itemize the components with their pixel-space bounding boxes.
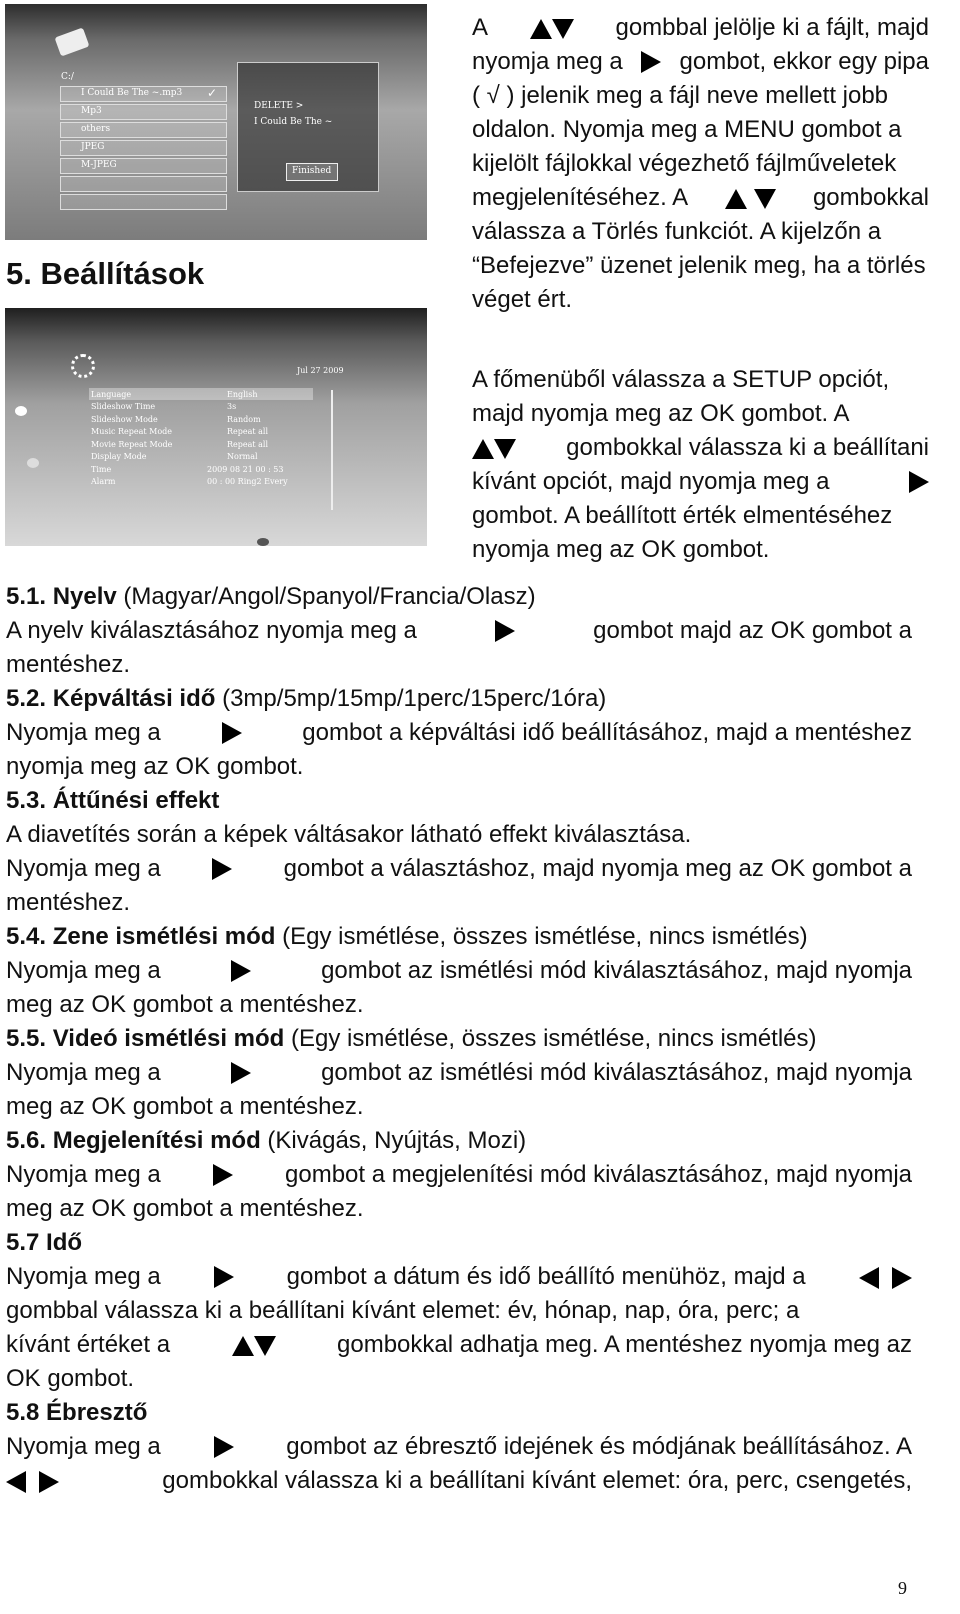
left-arrow-icon	[859, 1267, 879, 1289]
section-5-4-heading: 5.4. Zene ismétlési mód (Egy ismétlése, összes ismétlése, nincs ismétlés)	[6, 923, 808, 950]
file-row-empty	[60, 194, 227, 210]
setup-screenshot	[5, 308, 427, 546]
file-row: JPEG	[60, 140, 227, 156]
right-arrow-icon	[214, 1266, 234, 1288]
right-arrow-icon	[231, 1062, 251, 1084]
section-title: 5. Beállítások	[6, 256, 205, 291]
right-arrow-icon	[39, 1471, 59, 1493]
checkmark-icon: ✓	[207, 86, 218, 100]
section-5-5-heading: 5.5. Videó ismétlési mód (Egy ismétlése, összes ismétlése, nincs ismétlés)	[6, 1025, 817, 1052]
right-arrow-icon	[213, 1164, 233, 1186]
setup-instructions: A főmenüből válassza a SETUP opciót, majd nyomja meg az OK gombot. A gombokkal válassza ki a beállítani kívánt opciót, majd nyomja meg a gombot. A beállított érték elmentéséhez nyomja meg az OK gombot.	[472, 366, 929, 563]
file-row: Mp3	[60, 104, 227, 120]
sidebar-icon	[15, 406, 27, 416]
file-row: I Could Be The ~.mp3 ✓	[60, 86, 227, 102]
section-5-8-heading: 5.8 Ébresztő	[6, 1399, 148, 1426]
dialog-file: I Could Be The ~	[254, 117, 333, 127]
setup-date: Jul 27 2009	[297, 366, 344, 375]
right-arrow-icon	[909, 471, 929, 493]
sidebar-icon	[27, 458, 39, 468]
down-arrow-icon	[494, 439, 516, 459]
right-arrow-icon	[214, 1436, 234, 1458]
right-arrow-icon	[212, 858, 232, 880]
finished-button: Finished	[286, 163, 338, 181]
gear-icon	[71, 354, 95, 378]
down-arrow-icon	[552, 19, 574, 39]
setup-table: Language English Slideshow Time 3s Slideshow Mode Random Music Repeat Mode Repeat all Movie Repeat Mode Repeat all Display Mode Normal Time 2009 08 21 00 : 53 Alarm 00 : 00 Ring2 Every	[91, 390, 288, 486]
delete-dialog	[237, 62, 379, 192]
scrollbar	[331, 390, 333, 510]
right-arrow-icon	[892, 1267, 912, 1289]
file-delete-screenshot	[5, 4, 427, 240]
folder-icon	[54, 27, 89, 56]
section-5-6-heading: 5.6. Megjelenítési mód (Kivágás, Nyújtás, Mozi)	[6, 1127, 527, 1154]
file-row: M-JPEG	[60, 158, 227, 174]
up-arrow-icon	[725, 189, 747, 209]
left-arrow-icon	[6, 1471, 26, 1493]
down-arrow-icon	[254, 1336, 276, 1356]
section-5-3-heading: 5.3. Áttűnési effekt	[6, 787, 220, 814]
up-arrow-icon	[472, 439, 494, 459]
up-arrow-icon	[530, 19, 552, 39]
path-label: C:/	[61, 72, 74, 82]
file-row-empty	[60, 176, 227, 192]
right-arrow-icon	[231, 960, 251, 982]
right-arrow-icon	[641, 51, 661, 73]
sidebar-icon	[257, 538, 269, 546]
file-row: others	[60, 122, 227, 138]
right-arrow-icon	[495, 620, 515, 642]
settings-sections: 5.1. Nyelv (Magyar/Angol/Spanyol/Francia/Olasz) A nyelv kiválasztásához nyomja meg a gombot majd az OK gombot a mentéshez. 5.2. Képváltási idő (3mp/5mp/15mp/1perc/15perc/1óra) Nyomja meg a gombot a képváltási idő beállításához, majd a mentéshez nyomja meg az OK gombot. 5.3. Áttűnési effekt A diavetítés során a képek váltásakor látható effekt kiválasztása. Nyomja meg a gombot a választáshoz, majd nyomja meg az OK gombot a mentéshez. 5.4. Zene ismétlési mód (Egy ismétlése, összes ismétlése, nincs ismétlés) Nyomja meg a gombot az ismétlési mód kiválasztásához, majd nyomja meg az OK gombot a mentéshez. 5.5. Videó ismétlési mód (Egy ismétlése, összes ismétlése, nincs ismétlés) Nyomja meg a gombot az ismétlési mód kiválasztásához, majd nyomja meg az OK gombot a mentéshez. 5.6. Megjelenítési mód (Kivágás, Nyújtás, Mozi) Nyomja meg a gombot a megjelenítési mód kiválasztásához, majd nyomja meg az OK gombot a mentéshez. 5.7 Idő Nyomja meg a gombot a dátum és idő beállító menühöz, majd a gombbal válassza ki a beállítani kívánt elemet: év, hónap, nap, óra, perc; a kívánt értéket a gombokkal adhatja meg. A mentéshez nyomja meg az OK gombot. 5.8 Ébresztő Nyomja meg a gombot az ébresztő idejének és módjának beállításához. A gombokkal válassza ki a beállítani kívánt elemet: óra, perc, csengetés,	[6, 580, 912, 1498]
section-5-2-heading: 5.2. Képváltási idő (3mp/5mp/15mp/1perc/15perc/1óra)	[6, 685, 607, 712]
right-arrow-icon	[222, 722, 242, 744]
page-number: 9	[898, 1578, 907, 1598]
section-5-7-heading: 5.7 Idő	[6, 1229, 83, 1256]
up-arrow-icon	[232, 1336, 254, 1356]
section-5-1-heading: 5.1. Nyelv (Magyar/Angol/Spanyol/Francia/Olasz)	[6, 583, 536, 610]
file-delete-instructions: A gombbal jelölje ki a fájlt, majd nyomja meg a gombot, ekkor egy pipa ( √ ) jelenik meg a fájl neve mellett jobb oldalon. Nyomja meg a MENU gombot a kijelölt fájlokkal végezhető fájlműveletek megjelenítéséhez. A gombokkal válassza a Törlés funkciót. A kijelzőn a “Befejezve” üzenet jelenik meg, ha a törlés véget ért.	[472, 14, 929, 313]
down-arrow-icon	[754, 189, 776, 209]
dialog-title: DELETE >	[254, 101, 304, 111]
